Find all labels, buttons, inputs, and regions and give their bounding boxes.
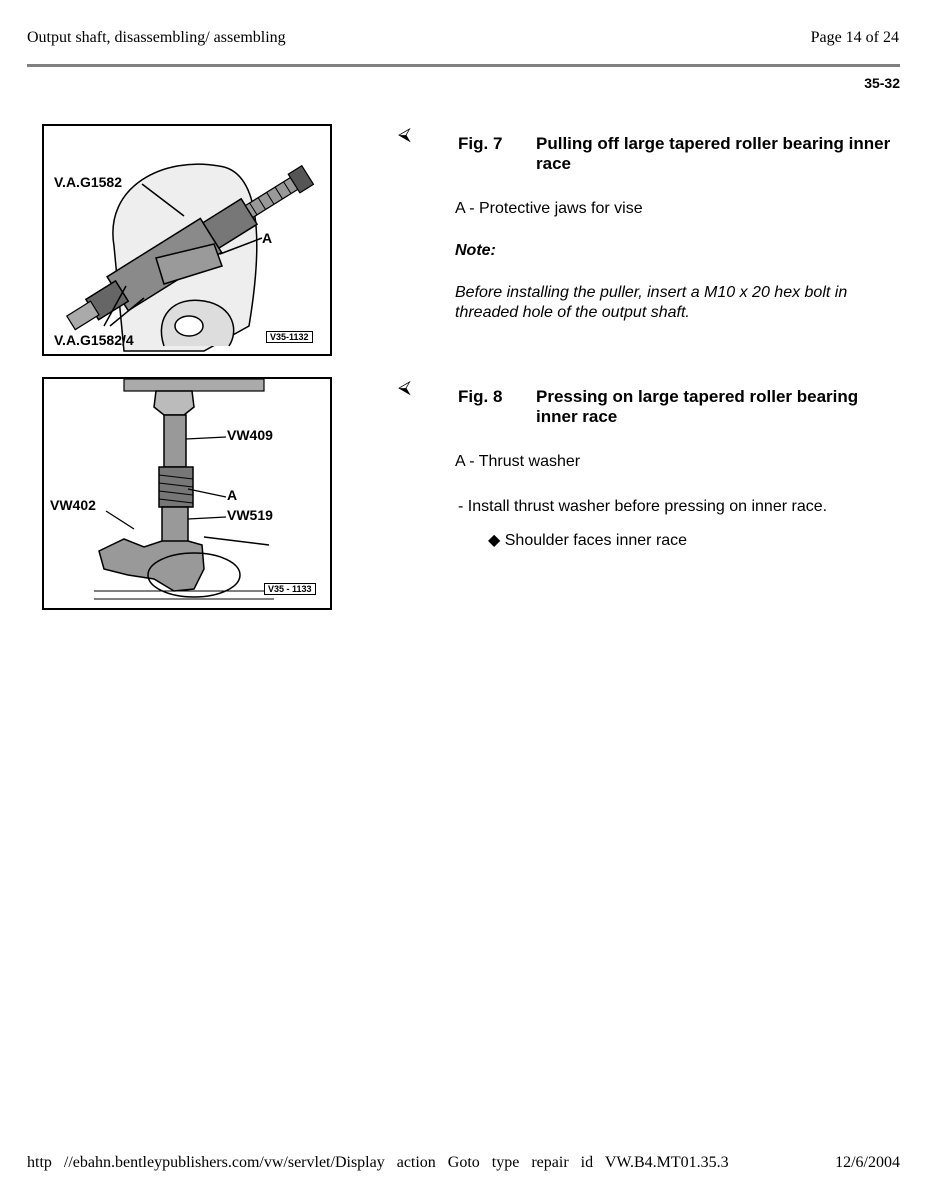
fig7-title: Pulling off large tapered roller bearing inner race: [536, 134, 891, 173]
footer-date: 12/6/2004: [835, 1154, 900, 1171]
fig7-ref-label: V35-1132: [266, 331, 313, 343]
fig7-pointer-icon: ⮘: [398, 124, 411, 144]
fig8-label-a: A: [227, 487, 238, 503]
fig8-legend: A - Thrust washer: [455, 453, 581, 470]
footer-url: http //ebahn.bentleypublishers.com/vw/servlet/Display action Goto type repair id VW.B4.MT01.35.3: [27, 1154, 729, 1171]
fig7-caption: [458, 134, 898, 176]
fig7-note-text: Before installing the puller, insert a M10 x 20 hex bolt in threaded hole of the output shaft.: [455, 284, 848, 321]
fig8-title: Pressing on large tapered roller bearing inner race: [536, 387, 859, 426]
fig7-label-tool2: V.A.G1582/4: [54, 332, 134, 348]
section-number: 35-32: [864, 75, 900, 91]
header-rule: [27, 64, 900, 67]
footer: [27, 1154, 900, 1172]
fig8-drawing: [44, 379, 330, 608]
fig7-illustration: [42, 124, 332, 356]
fig8-illustration: [42, 377, 332, 610]
fig8-bullet: ◆ Shoulder faces inner race: [488, 532, 688, 549]
fig8-number: Fig. 8: [458, 387, 503, 406]
fig8-label-vw409: VW409: [227, 427, 273, 443]
fig7-number: Fig. 7: [458, 134, 503, 153]
fig7-label-tool1: V.A.G1582: [54, 174, 122, 190]
document-title: Output shaft, disassembling/ assembling: [27, 29, 286, 46]
fig7-legend: A - Protective jaws for vise: [455, 200, 643, 217]
fig8-caption: [458, 387, 898, 429]
fig7-label-a: A: [262, 230, 273, 246]
fig8-label-vw519: VW519: [227, 507, 273, 523]
fig8-pointer-icon: ⮘: [398, 377, 411, 397]
fig7-drawing: [44, 126, 330, 354]
fig8-step: - Install thrust washer before pressing on inner race.: [458, 498, 828, 515]
fig8-label-vw402: VW402: [50, 497, 96, 513]
page-number: Page 14 of 24: [810, 29, 899, 46]
fig7-note-label: Note:: [455, 242, 496, 259]
fig8-ref-label: V35 - 1133: [264, 583, 316, 595]
